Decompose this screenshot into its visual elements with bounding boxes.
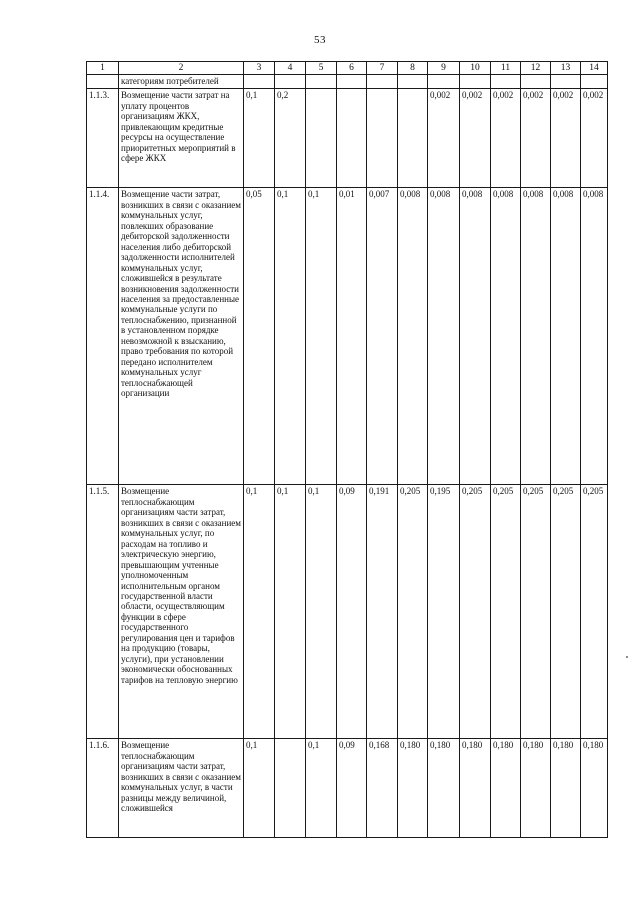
value-cell: 0,191 bbox=[367, 485, 398, 739]
continuation-num-cell bbox=[87, 75, 119, 89]
value-cell: 0,1 bbox=[244, 739, 275, 838]
page-number: 53 bbox=[314, 34, 326, 46]
value-cell: 0,180 bbox=[581, 739, 608, 838]
value-cell: 0,195 bbox=[428, 485, 460, 739]
data-table bbox=[86, 61, 608, 838]
column-header: 6 bbox=[337, 62, 367, 75]
value-cell: 0,180 bbox=[460, 739, 491, 838]
table-row bbox=[87, 739, 608, 838]
value-cell: 0,2 bbox=[275, 89, 306, 188]
column-header: 8 bbox=[398, 62, 428, 75]
value-cell bbox=[337, 89, 367, 188]
column-header: 3 bbox=[244, 62, 275, 75]
value-cell: 0,1 bbox=[306, 188, 337, 485]
row-number: 1.1.5. bbox=[87, 485, 119, 739]
scan-artifact bbox=[626, 656, 628, 658]
value-cell bbox=[306, 89, 337, 188]
value-cell: 0,180 bbox=[398, 739, 428, 838]
value-cell: 0,008 bbox=[581, 188, 608, 485]
value-cell bbox=[275, 739, 306, 838]
value-cell: 0,008 bbox=[551, 188, 581, 485]
value-cell: 0,008 bbox=[428, 188, 460, 485]
value-cell: 0,002 bbox=[428, 89, 460, 188]
value-cell: 0,007 bbox=[367, 188, 398, 485]
column-header: 1 bbox=[87, 62, 119, 75]
value-cell: 0,1 bbox=[275, 485, 306, 739]
value-cell: 0,180 bbox=[491, 739, 521, 838]
row-number: 1.1.4. bbox=[87, 188, 119, 485]
value-cell: 0,002 bbox=[491, 89, 521, 188]
value-cell: 0,002 bbox=[521, 89, 551, 188]
value-cell: 0,1 bbox=[275, 188, 306, 485]
value-cell: 0,05 bbox=[244, 188, 275, 485]
table-row bbox=[87, 485, 608, 739]
value-cell: 0,008 bbox=[521, 188, 551, 485]
value-cell: 0,008 bbox=[491, 188, 521, 485]
value-cell: 0,1 bbox=[244, 485, 275, 739]
value-cell: 0,008 bbox=[398, 188, 428, 485]
row-number: 1.1.3. bbox=[87, 89, 119, 188]
column-header: 13 bbox=[551, 62, 581, 75]
row-number: 1.1.6. bbox=[87, 739, 119, 838]
value-cell: 0,01 bbox=[337, 188, 367, 485]
value-cell: 0,002 bbox=[581, 89, 608, 188]
value-cell: 0,09 bbox=[337, 739, 367, 838]
value-cell: 0,002 bbox=[460, 89, 491, 188]
row-description: Возмещение части затрат на уплату процентов организациям ЖКХ, привлекающим кредитные ресурсы на осуществление приоритетных мероприятий в сфере ЖКХ bbox=[119, 89, 244, 188]
value-cell: 0,205 bbox=[551, 485, 581, 739]
row-description: Возмещение теплоснабжающим организациям части затрат, возникших в связи с оказанием коммунальных услуг, в части разницы между величиной, сложившейся bbox=[119, 739, 244, 838]
column-header: 14 bbox=[581, 62, 608, 75]
value-cell bbox=[398, 89, 428, 188]
value-cell: 0,205 bbox=[491, 485, 521, 739]
column-header: 2 bbox=[119, 62, 244, 75]
value-cell: 0,09 bbox=[337, 485, 367, 739]
column-header: 11 bbox=[491, 62, 521, 75]
value-cell: 0,180 bbox=[551, 739, 581, 838]
column-header: 5 bbox=[306, 62, 337, 75]
column-header: 12 bbox=[521, 62, 551, 75]
value-cell: 0,205 bbox=[581, 485, 608, 739]
table-row bbox=[87, 188, 608, 485]
value-cell: 0,1 bbox=[244, 89, 275, 188]
continuation-text-cell: категориям потребителей bbox=[119, 75, 244, 89]
value-cell: 0,168 bbox=[367, 739, 398, 838]
value-cell: 0,180 bbox=[521, 739, 551, 838]
table-row bbox=[87, 89, 608, 188]
column-header: 7 bbox=[367, 62, 398, 75]
value-cell bbox=[367, 89, 398, 188]
column-header: 4 bbox=[275, 62, 306, 75]
column-header: 9 bbox=[428, 62, 460, 75]
column-header: 10 bbox=[460, 62, 491, 75]
value-cell: 0,205 bbox=[398, 485, 428, 739]
row-description: Возмещение теплоснабжающим организациям части затрат, возникших в связи с оказанием коммунальных услуг, по расходам на топливо и электрическую энергию, превышающим учтенные уполномоченным исполнительным органом государственной власти области, осуществляющим функции в сфере государственного регулирования цен и тарифов на продукцию (товары, услуги), при установлении экономически обоснованных тарифов на тепловую энергию bbox=[119, 485, 244, 739]
continuation-row bbox=[87, 75, 608, 89]
value-cell: 0,205 bbox=[521, 485, 551, 739]
header-row bbox=[87, 62, 608, 75]
value-cell: 0,1 bbox=[306, 739, 337, 838]
value-cell: 0,180 bbox=[428, 739, 460, 838]
value-cell: 0,008 bbox=[460, 188, 491, 485]
row-description: Возмещение части затрат, возникших в связи с оказанием коммунальных услуг, повлекших образование дебиторской задолженности населения либо дебиторской задолженности исполнителей коммунальных услуг, сложившейся в результате возникновения задолженности населения за предоставленные коммунальные услуги по теплоснабжению, признанной в установленном порядке невозможной к взысканию, право требования по которой передано исполнителем коммунальных услуг теплоснабжающей организации bbox=[119, 188, 244, 485]
value-cell: 0,1 bbox=[306, 485, 337, 739]
value-cell: 0,205 bbox=[460, 485, 491, 739]
value-cell: 0,002 bbox=[551, 89, 581, 188]
